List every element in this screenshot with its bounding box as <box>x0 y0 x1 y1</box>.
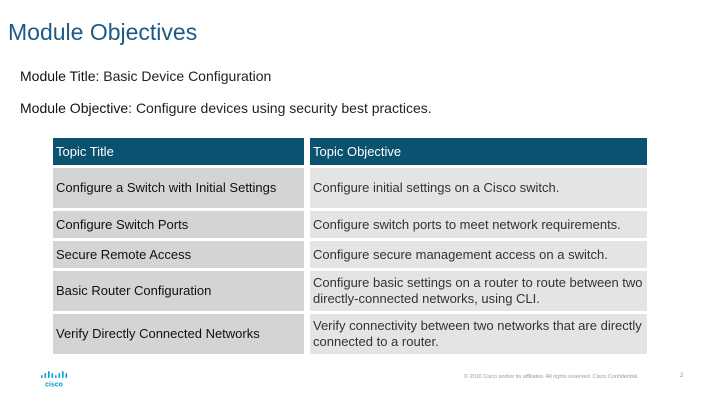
objectives-table <box>53 138 647 357</box>
module-objective-line <box>20 100 432 116</box>
topic-objective-cell: Verify connectivity between two networks that are directly connected to a router. <box>304 314 647 357</box>
module-objective-label: Module Objective <box>20 100 129 116</box>
table-row <box>53 168 647 211</box>
table-row <box>53 211 647 241</box>
topic-title-cell: Configure a Switch with Initial Settings <box>53 168 304 211</box>
slide-title: Module Objectives <box>8 19 198 45</box>
topic-objective-cell: Configure basic settings on a router to route between two directly-connected networks, using CLI. <box>304 271 647 314</box>
footer-copyright: © 2016 Cisco and/or its affiliates. All rights reserved. Cisco Confidential <box>464 374 638 380</box>
topic-objective-cell: Configure switch ports to meet network requirements. <box>304 211 647 241</box>
topic-title-cell: Secure Remote Access <box>53 241 304 271</box>
topic-objective-cell: Configure initial settings on a Cisco switch. <box>304 168 647 211</box>
topic-title-cell: Configure Switch Ports <box>53 211 304 241</box>
logo-text: cisco <box>45 381 63 388</box>
topic-title-cell: Basic Router Configuration <box>53 271 304 314</box>
header-topic-objective: Topic Objective <box>304 138 647 168</box>
topic-title-cell: Verify Directly Connected Networks <box>53 314 304 357</box>
table-row <box>53 314 647 357</box>
cisco-logo-icon <box>40 370 70 388</box>
module-title-line <box>20 68 271 84</box>
topic-objective-cell: Configure secure management access on a switch. <box>304 241 647 271</box>
module-title-label: Module Title: <box>20 68 100 84</box>
module-objective-value: : Configure devices using security best practices. <box>128 100 432 116</box>
module-title-value: Basic Device Configuration <box>99 68 272 84</box>
table-header-row <box>53 138 647 168</box>
page-number: 2 <box>680 373 684 379</box>
header-topic-title: Topic Title <box>53 138 304 168</box>
table-row <box>53 271 647 314</box>
table-row <box>53 241 647 271</box>
